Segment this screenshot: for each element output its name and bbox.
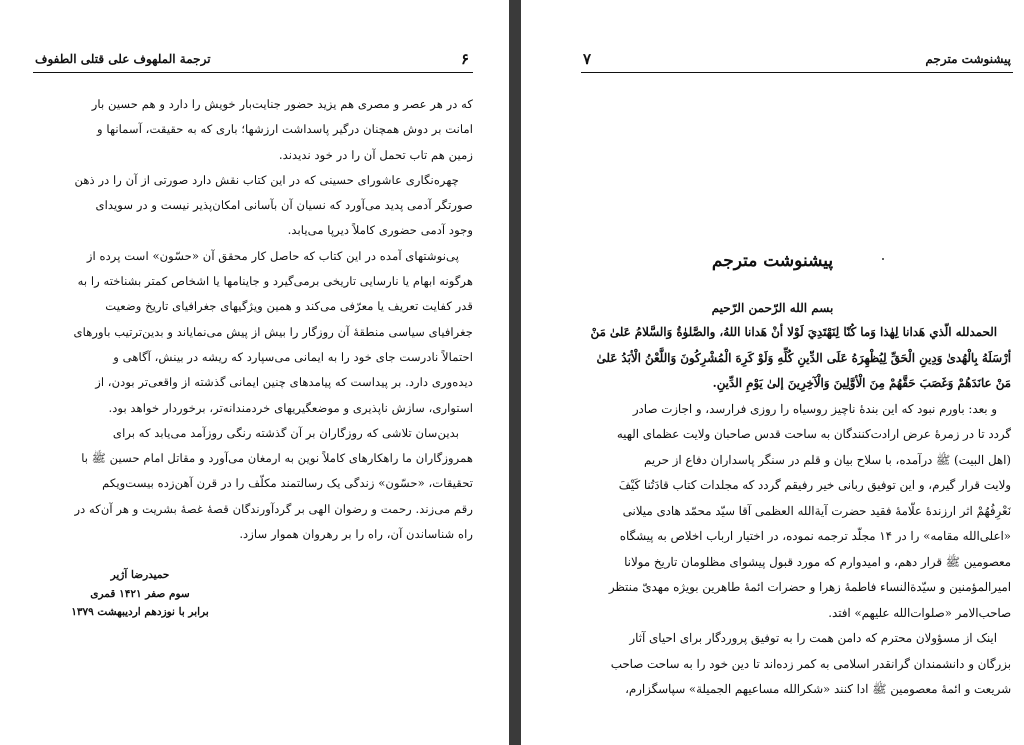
book-spine — [509, 0, 521, 745]
text-line: رقم می‌زند. رحمت و رضوان الهی بر گردآورندگان قصهٔ غصهٔ بشریت و هر آن‌که در — [74, 501, 473, 516]
text-line: تحقیقات، «حسّون» زندگی یک رسالتمند مکلّف را در قرن آهن‌زده بیست‌ویکم — [102, 476, 473, 491]
text-line: جغرافیای سیاسی منطقهٔ آن روزگار را بیش از پیش می‌نمایاند و بدین‌ترتیب باورهای — [73, 324, 473, 339]
signature-block — [40, 566, 240, 622]
text-line: شریعت و ائمهٔ معصومین ﷺ ادا کنند «شکرالله مساعیهم الجمیلة» سپاسگزارم، — [625, 682, 1011, 696]
text-line: نَعْرِفُهُمْ اثر ارزندهٔ علّامهٔ فقید حضرت آیةالله العظمی آقا سیّد محمّد هادی میلانی — [622, 503, 1011, 518]
translator-name: حمیدرضا آژیر — [110, 569, 170, 581]
arabic-line: الحمدلله الّذي هَدانا لِهٰذا وَما كُنّا لِنَهْتَدِيَ لَوْلا أنْ هَدانا اللهُ، والصَّلوٰةُ وَالسَّلامُ عَلىٰ مَنْ — [590, 325, 997, 339]
text-line: دیده‌وری دارد. بر پیداست که پیامدهای چنین ایمانی گذشته از واقعی‌تر بودن، از — [95, 375, 473, 390]
text-line: بدین‌سان تلاشی که روزگاران بر آن گذشته رنگی روزآمد می‌یابد که برای — [112, 425, 459, 440]
arabic-line: مَنْ عانَدَهُمْ وَغَصَبَ حَقَّهُمْ مِنَ الْأوَّلِينَ وَالْآخِرِينَ إلىٰ يَوْمِ الدِّينِ. — [712, 376, 1011, 390]
text-line: بزرگان و دانشمندان گرانقدر اسلامی به کمر زده‌اند تا دین خود را به ساحت صاحب — [610, 656, 1011, 671]
right-body-text — [571, 320, 1011, 703]
right-page-header — [581, 50, 1013, 73]
text-line: چهره‌نگاری عاشورای حسینی که در این کتاب نقش دارد صورتی از آن را در ذهن — [74, 172, 459, 187]
right-running-title: پیشنوشت مترجم — [925, 52, 1011, 66]
left-page-number: ۶ — [460, 50, 469, 68]
left-running-title: ترجمة الملهوف على قتلى الطفوف — [35, 52, 211, 66]
text-line: معصومین ﷺ قرار دهم، و امیدوارم که مورد قبول پیشوای مظلومان تاریخ مولانا — [624, 554, 1011, 569]
arabic-line: أرْسَلَهُ بِالْهُدىٰ وَدِينِ الْحَقِّ لِيُظْهِرَهُ عَلَى الدِّينِ كُلِّهِ وَلَوْ كَرِهَ الْمُشْرِكُونَ وَاللَّعْنُ الْأبَدُ عَلىٰ — [596, 350, 1011, 365]
text-line: امیرالمؤمنین و سیّدةالنساء فاطمهٔ زهرا و حضرات ائمهٔ طاهرین بویژه مهدیّ منتظر — [608, 580, 1011, 594]
text-line: امانت بر دوش همچنان درگیر پاسداشت ارزشها؛ باری که به حقیقت، آسمانها و — [97, 122, 473, 137]
right-page-number: ۷ — [583, 50, 592, 68]
text-line: زمین هم تاب تحمل آن را در خود ندیدند. — [278, 147, 473, 162]
left-page — [0, 0, 509, 745]
text-line: گردد تا در زمرهٔ عرض ارادت‌کنندگان به ساحت قدس صاحبان ولایت عظمای الهیه — [616, 427, 1011, 441]
text-line: صاحب‌الامر «صلوات‌الله علیهم» افتد. — [828, 605, 1011, 620]
right-page — [521, 0, 1024, 745]
text-line: استواری، سازش ناپذیری و موضعگیریهای خردمندانه‌تر، برخوردار خواهد بود. — [108, 400, 473, 415]
text-line: پی‌نوشتهای آمده در این کتاب که حاصل کار محقق آن «حسّون» است پرده از — [86, 248, 459, 263]
signature-date-hijri: سوم صفر ۱۴۲۱ قمری — [90, 587, 190, 600]
text-line: «اعلی‌الله مقامه» را در ۱۴ مجلّد ترجمه نموده، در اختیار ارباب اخلاص به پیشگاه — [619, 529, 1011, 543]
text-line: راه شناساندن آن، راه را بر رهروان هموار سازد. — [239, 527, 473, 542]
text-line: که در هر عصر و مصری هم یزید حضور جنایت‌بار خویش را دارد و هم حسین بار — [91, 97, 473, 111]
text-line: قدر کفایت تعریف یا معرّفی می‌کند و همین ویژگیهای جغرافیای تاریخ وضعیت — [105, 299, 473, 314]
text-line: اینک از مسؤولان محترم که دامن همت را به توفیق پروردگار برای احیای آثار — [629, 631, 997, 645]
text-line: (اهل البیت) ﷺ درآمده، با سلاح بیان و قلم در سنگر پاسداران دفاع از حریم — [643, 452, 1011, 467]
text-line: همروزگاران ما راهکارهای کاملاً نوین به ارمغان می‌آورد و مقاتل امام حسین ﷺ با — [81, 451, 473, 466]
chapter-title: پیشنوشت مترجم — [711, 251, 834, 271]
text-line: و بعد: باورم نبود که این بندهٔ ناچیز روسیاه را روزی فرارسد، و اجازت صادر — [632, 401, 997, 416]
text-line: صورتگر آدمی پدید می‌آورد که نسیان آن بآسانی امکان‌پذیر نیست و در سویدای — [95, 198, 473, 213]
basmala: بسم الله الرّحمن الرّحيم — [711, 301, 834, 315]
text-line: ولایت قرار گیرم، و این توفیق ربانی خیر رفیقم گردد که مجلدات کتاب قادَتُنا کَیْفَ — [618, 478, 1011, 492]
text-line: وجود آدمی حضوری کاملاً دیرپا می‌یابد. — [287, 223, 473, 238]
left-page-header — [33, 50, 473, 73]
text-line: هرگونه ابهام یا نارسایی تاریخی برمی‌گیرد و جاینامها یا اشخاص کمتر بشناخته را به — [77, 274, 473, 289]
left-body-text — [33, 92, 473, 547]
text-line: احتمالاً نادرست جای خود را به ایمانی می‌سپارد که ریشه در بینش، آگاهی و — [113, 349, 473, 364]
signature-date-solar: برابر با نوزدهم اردیبهشت ۱۳۷۹ — [71, 606, 209, 618]
